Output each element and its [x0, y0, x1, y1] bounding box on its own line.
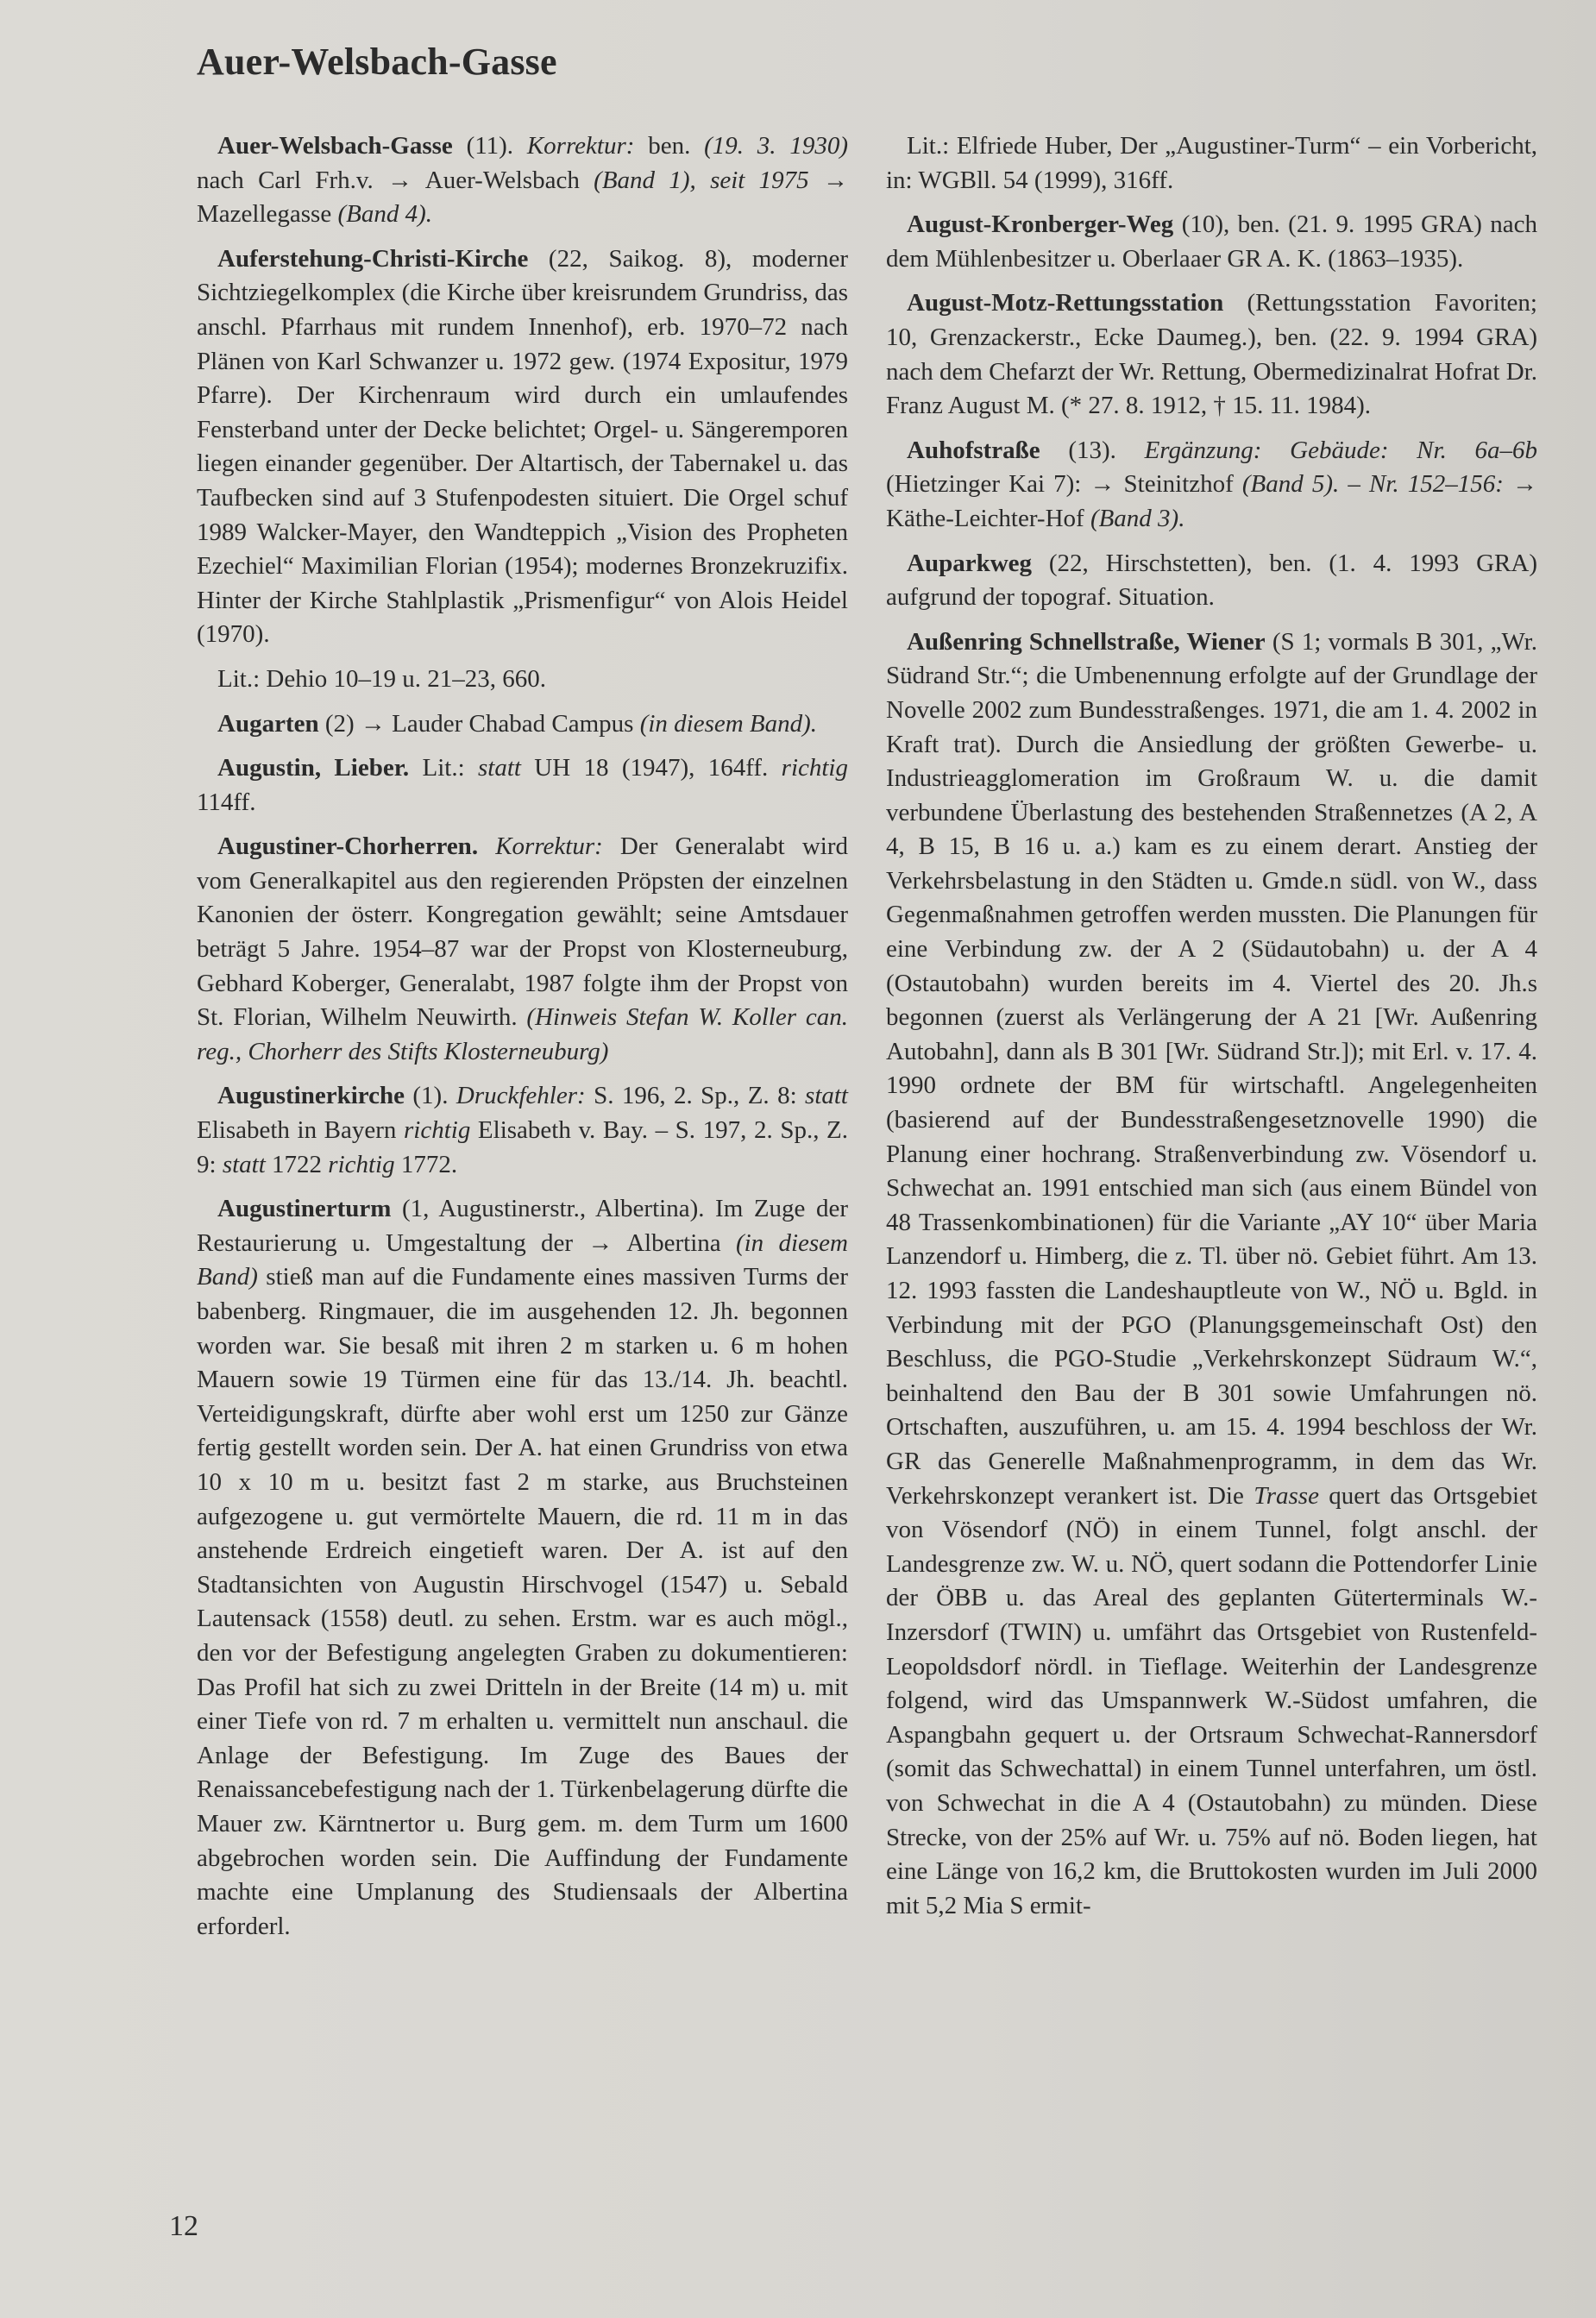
entry-text: (22, Hirschstetten), ben. (1. 4. 1993 GRA) aufgrund der topograf. Situation.	[886, 549, 1537, 612]
entry-auhofstrasse	[886, 434, 1537, 537]
entry-auferstehung-christi-kirche	[197, 242, 848, 652]
entry-literature: Lit.: Dehio 10–19 u. 21–23, 660.	[217, 664, 547, 693]
entry-heading: Augarten	[217, 709, 319, 738]
entry-text: (13).	[1040, 436, 1145, 464]
entry-italic: (Band 5). – Nr. 152–156:	[1241, 470, 1504, 499]
entry-text: 1722	[265, 1150, 329, 1178]
entry-text: (S 1; vormals B 301, „Wr. Südrand Str.“; die Umbenennung erfolgte auf der Grundlage der Novelle 2002 zum Bundesstraßenges. 1971, die am 1. 4. 2002 in Kraft trat). Durch die Ansiedlung der größten Gewerbe- u. Industrieagglomeration im Großraum W. u. die damit verbundene Überlastung des bestehenden Straßennetzes (A 2, A 4, B 15, B 16 u. a.) kam es zu einem derart. Anstieg der Verkehrsbelastung in den Städten u. Gmde.n südl. von W., dass Gegenmaßnahmen getroffen werden mussten. Die Planungen für eine Verbindung zw. der A 2 (Südautobahn) u. der A 4 (Ostautobahn) wurden bereits im 4. Viertel des 20. Jh.s begonnen (zuerst als Verlängerung der A 21 [Wr. Außenring Autobahn], dann als B 301 [Wr. Südrand Str.]); mit Erl. v. 17. 4. 1990 ordnete der BM für wirtschaftl. Angelegenheiten (basierend auf der Bundesstraßengesetznovelle 1990) die Planung einer hochrang. Straßenverbindung zw. Vösendorf u. Schwechat an. 1991 entschied man sich (aus einem Bündel von 48 Trassenkombinationen) für die Variante „AY 10“ über Maria Lanzendorf u. Himberg, die z. Tl. über nö. Gebiet führt. Am 13. 12. 1993 fassten die Landeshauptleute von W., NÖ u. Bgld. in Verbindung mit der PGO (Planungsgemeinschaft Ost) den Beschluss, die PGO-Studie „Verkehrskonzept Südraum W.“, beinhaltend den Bau der B 301 sowie Umfahrungen nö. Ortschaften, auszuführen, u. am 15. 4. 1994 beschloss der Wr. GR das Generelle Maßnahmenprogramm, in dem das Wr. Verkehrskonzept verankert ist. Die	[886, 627, 1537, 1510]
entry-italic: richtig	[328, 1150, 395, 1178]
right-column	[886, 129, 1537, 1933]
entry-heading: Auferstehung-Christi-Kirche	[217, 244, 529, 273]
entry-italic: (Hinweis Stefan W. Koller can. reg., Chorherr des Stifts Klosterneuburg)	[197, 1003, 848, 1065]
entry-auer-welsbach-gasse	[197, 129, 848, 232]
entry-italic: (Band 1), seit 1975	[594, 166, 809, 194]
entry-text: ben.	[634, 132, 705, 160]
running-header: Auer-Welsbach-Gasse	[197, 41, 557, 83]
entry-italic: (19. 3. 1930)	[704, 132, 848, 160]
entry-text: (11).	[452, 132, 527, 160]
entry-augustin-lieber	[197, 751, 848, 820]
entry-text: 114ff.	[197, 788, 256, 816]
entry-text: quert das Ortsgebiet von Vösendorf (NÖ) in einem Tunnel, folgt anschl. der Landesgrenze zw. W. u. NÖ, quert sodann die Pottendorfer Linie der ÖBB u. das Areal des geplanten Güterterminals W.-Inzersdorf (TWIN) u. umfährt das Ortsgebiet von Rustenfeld-Leopoldsdorf nördl. in Tieflage. Weiterhin der Landesgrenze folgend, wird das Umspannwerk W.-Südost umfahren, die Aspangbahn gequert u. der Ortsraum Schwechat-Rannersdorf (somit das Schwechattal) in einem Tunnel unterfahren, um östl. von Schwechat in die A 4 (Ostautobahn) zu münden. Diese Strecke, von der 25% auf Wr. u. 75% auf nö. Boden liegen, hat eine Länge von 16,2 km, die Bruttokosten wurden im Juli 2000 mit 5,2 Mia S ermit-	[886, 1481, 1537, 1919]
entry-augustiner-chorherren	[197, 830, 848, 1069]
entry-italic: (Band 4).	[337, 200, 432, 229]
entry-italic: Korrektur:	[526, 132, 635, 160]
entry-augarten	[197, 707, 848, 742]
entry-heading: Außenring Schnellstraße, Wiener	[907, 627, 1266, 656]
entry-text: 1772.	[394, 1150, 458, 1178]
entry-text: → Mazellegasse	[197, 166, 849, 229]
entry-text: → Käthe-Leichter-Hof	[886, 470, 1538, 532]
entry-text: Der Generalabt wird vom Generalkapitel aus den regierenden Pröpsten der einzelnen Kanonien der österr. Kongregation gewählt; seine Amtsdauer beträgt 5 Jahre. 1954–87 war der Propst von Klosterneuburg, Gebhard Koberger, Generalabt, 1987 folgte ihm der Propst von St. Florian, Wilhelm Neuwirth.	[197, 832, 848, 1032]
page-number: 12	[169, 2210, 198, 2242]
entry-text: (Rettungsstation Favoriten; 10, Grenzackerstr., Ecke Daumeg.), ben. (22. 9. 1994 GRA) nach dem Chefarzt der Wr. Rettung, Obermedizinalrat Hofrat Dr. Franz August M. (* 27. 8. 1912, † 15. 11. 1984).	[886, 289, 1537, 420]
entry-text: Elisabeth in Bayern	[197, 1116, 404, 1145]
entry-august-kronberger-weg	[886, 208, 1537, 276]
entry-aussenring-schnellstrasse	[886, 625, 1537, 1924]
entry-heading: Auparkweg	[907, 549, 1033, 577]
entry-heading: Auer-Welsbach-Gasse	[217, 132, 453, 160]
entry-text: stieß man auf die Fundamente eines massiven Turms der babenberg. Ringmauer, die im ausgehenden 12. Jh. begonnen worden war. Sie besaß mit ihren 2 m starken u. 6 m hohen Mauern sowie 19 Türmen eine für das 13./14. Jh. beachtl. Verteidigungskraft, dürfte aber wohl erst um 1250 zur Gänze fertig gestellt worden sein. Der A. hat einen Grundriss von etwa 10 x 10 m u. besitzt fast 2 m starke, aus Bruchsteinen aufgezogene u. gut vermörtelte Mauern, die rd. 11 m in das anstehende Erdreich eingetieft waren. Der A. ist auf den Stadtansichten von Augustin Hirschvogel (1547) u. Sebald Lautensack (1558) deutl. zu sehen. Erstm. war es auch mögl., den vor der Befestigung angelegten Graben zu dokumentieren: Das Profil hat sich zu zwei Dritteln in der Breite (14 m) u. mit einer Tiefe von rd. 7 m erhalten u. vermittelt nun anschaul. die Anlage der Befestigung. Im Zuge des Baues der Renaissancebefestigung nach der 1. Türkenbelagerung dürfte die Mauer zw. Kärntnertor u. Burg gem. m. dem Turm um 1600 abgebrochen worden sein. Die Auffindung der Fundamente machte eine Umplanung des Studiensaals der Albertina erforderl.	[197, 1263, 848, 1940]
entry-text: (2) → Lauder Chabad Campus	[318, 709, 640, 738]
entry-augustinerkirche	[197, 1079, 848, 1182]
entry-italic: (Band 3).	[1090, 504, 1185, 532]
entry-text: (22, Saikog. 8), moderner Sichtziegelkomplex (die Kirche über kreisrundem Grundriss, das anschl. Pfarrhaus mit rundem Innenhof), erb. 1970–72 nach Plänen von Karl Schwanzer u. 1972 gew. (1974 Expositur, 1979 Pfarre). Der Kirchenraum wird durch ein umlaufendes Fensterband unter der Decke belichtet; Orgel- u. Sängeremporen liegen einander gegenüber. Der Altartisch, der Tabernakel u. das Taufbecken sind auf 3 Stufenpodesten situiert. Die Orgel schuf 1989 Walcker-Mayer, den Wandteppich „Vision des Propheten Ezechiel“ Maximilian Florian (1954); modernes Bronzekruzifix. Hinter der Kirche Stahlplastik „Prismenfigur“ von Alois Heidel (1970).	[197, 244, 848, 649]
entry-auparkweg	[886, 547, 1537, 615]
entry-text: S. 196, 2. Sp., Z. 8:	[585, 1082, 806, 1110]
entry-text: Lit.:	[409, 754, 478, 782]
entry-august-motz-rettungsstation	[886, 286, 1537, 423]
entry-text: (1, Augustinerstr., Albertina). Im Zuge der Restaurierung u. Umgestaltung der → Albertina	[197, 1195, 848, 1257]
entry-text: (10), ben. (21. 9. 1995 GRA) nach dem Mühlenbesitzer u. Oberlaaer GR A. K. (1863–1935).	[886, 210, 1537, 273]
entry-heading: Augustinerkirche	[217, 1082, 405, 1110]
entry-italic: Trasse	[1254, 1481, 1319, 1510]
entry-italic: (in diesem Band)	[197, 1228, 848, 1291]
entry-text: nach Carl Frh.v. → Auer-Welsbach	[197, 166, 594, 194]
entry-text: Elisabeth v. Bay. – S. 197, 2. Sp., Z. 9:	[197, 1116, 848, 1178]
entry-italic: statt	[805, 1082, 848, 1110]
entry-heading: Auhofstraße	[907, 436, 1040, 464]
entry-italic: Druckfehler:	[456, 1082, 586, 1110]
entry-heading: Augustin, Lieber.	[217, 754, 410, 782]
entry-literature: Lit.: Elfriede Huber, Der „Augustiner-Turm“ – ein Vorbericht, in: WGBll. 54 (1999), 316ff.	[886, 132, 1537, 194]
entry-italic: Ergänzung: Gebäude: Nr. 6a–6b	[1144, 436, 1537, 464]
entry-heading: August-Motz-Rettungsstation	[907, 289, 1224, 317]
entry-heading: Augustinerturm	[217, 1195, 392, 1223]
entry-italic: Korrektur:	[478, 832, 603, 861]
entry-italic: richtig	[404, 1116, 471, 1145]
entry-italic: statt	[477, 754, 521, 782]
entry-heading: Augustiner-Chorherren.	[217, 832, 479, 861]
left-column	[197, 129, 848, 1954]
entry-text: (Hietzinger Kai 7): → Steinitzhof	[886, 470, 1242, 499]
entry-italic: (in diesem Band).	[639, 709, 818, 738]
entry-augustinerturm	[197, 1192, 848, 1944]
entry-italic: richtig	[781, 754, 848, 782]
entry-italic: statt	[222, 1150, 266, 1178]
entry-text: UH 18 (1947), 164ff.	[520, 754, 782, 782]
entry-text: (1).	[404, 1082, 456, 1110]
entry-heading: August-Kronberger-Weg	[907, 210, 1174, 239]
